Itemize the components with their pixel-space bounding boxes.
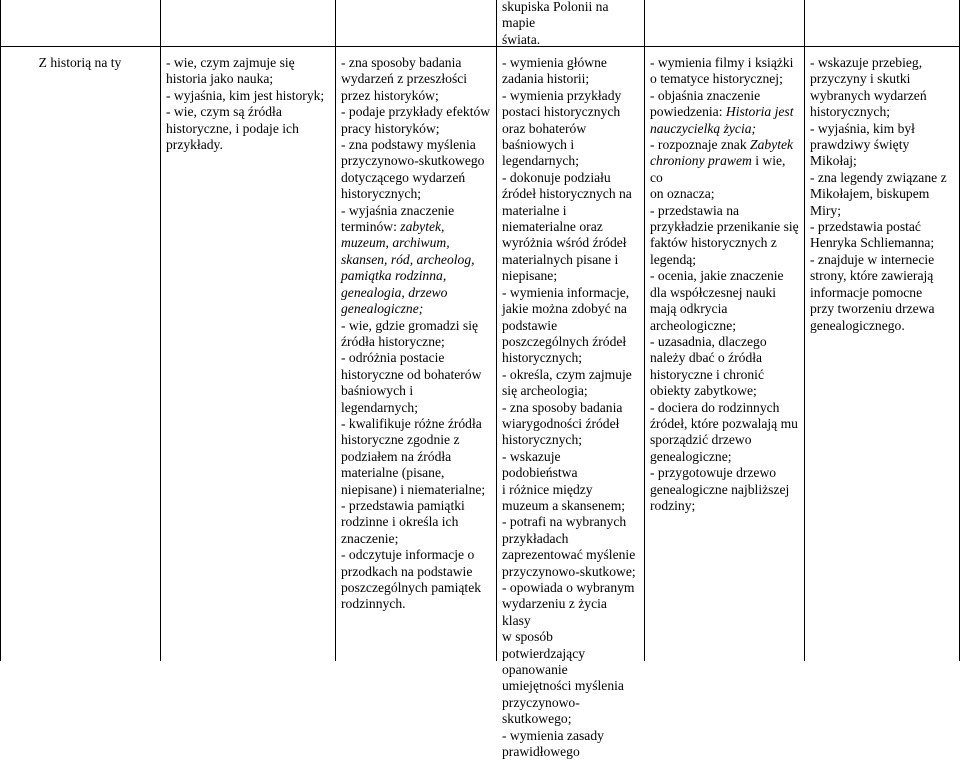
- row-label: Z historią na ty: [38, 55, 122, 70]
- requirements-good: - wymienia główne zadania historii; - wymienia przykłady postaci historycznych oraz bohaterów baśniowych i legendarnych; - dokonuje podziału źródeł historycznych na materialne i niematerialne oraz wyróżnia wśród źródeł materialnych pisane i niepisane; - wymienia informacje, jakie można zdobyć na podstawie poszczególnych źródeł historycznych; - określa, czym zajmuje się archeologia; - zna sposoby badania wiarygodności źródeł historycznych; - wskazuje podobieństwa i różnice między muzeum a skansenem; - potrafi na wybranych przykładach zaprezentować myślenie przyczynowo-skutkowe; - opowiada o wybranym wydarzeniu z życia klasy w sposób potwierdzający opanowanie umiejętności myślenia przyczynowo- skutkowego; - wymienia zasady prawidłowego: [502, 55, 636, 760]
- text-segment: i wie, co on oznacza; - przedstawia na przykładzie przenikanie się faktów historycznych z legendą; - ocenia, jakie znaczenie dla współczesnej nauki mają odkrycia archeologiczne; - uzasadnia, dlaczego należy dbać o źródła historyczne i chronić obiekty zabytkowe; - dociera do rodzinnych źródeł, które pozwalają mu sporządzić drzewo genealogiczne; - przygotowuje drzewo genealogiczne najbliższej rodziny;: [650, 153, 799, 513]
- top-row-cell: skupiska Polonii na mapie świata.: [502, 0, 609, 47]
- column-divider: [160, 0, 161, 661]
- column-divider: [804, 0, 805, 661]
- column-divider: [335, 0, 336, 661]
- row-divider: [0, 46, 960, 47]
- text-segment: - rozpoznaje znak: [650, 137, 747, 153]
- table-border-left: [0, 0, 1, 661]
- sign-name-italic: Zabytek chroniony prawem: [650, 137, 794, 169]
- requirements-intermediate: [341, 55, 491, 613]
- requirements-very-good: [650, 55, 800, 514]
- quote-italic: Historia jest nauczycielką życia;: [650, 104, 794, 136]
- column-divider: [644, 0, 645, 661]
- text-segment: - wie, gdzie gromadzi się źródła historyczne; - odróżnia postacie historyczne od bohaterów baśniowych i legendarnych; - kwalifikuje różne źródła historyczne zgodnie z podziałem na źródła materialne (pisane, niepisane) i niematerialne; - przedstawia pamiątki rodzinne i określa ich znaczenie; - odczytuje informacje o przodkach na podstawie poszczególnych pamiątek rodzinnych.: [341, 317, 486, 612]
- terms-list: zabytek, muzeum, archiwum, skansen, ród, archeolog, pamiątka rodzinna, genealogia, drzewo genealogiczne;: [341, 219, 475, 317]
- text-segment: - zna sposoby badania wydarzeń z przeszłości przez historyków; - podaje przykłady efektów pracy historyków; - zna podstawy myślenia przyczynowo-skutkowego dotyczącego wydarzeń historycznych; - wyjaśnia znaczenie terminów:: [341, 55, 491, 235]
- requirements-basic: - wie, czym zajmuje się historia jako nauka; - wyjaśnia, kim jest historyk; - wie, czym są źródła historyczne, i podaje ich przykłady.: [166, 55, 325, 153]
- column-divider: [496, 0, 497, 661]
- text-segment: - wymienia filmy i książki o tematyce historycznej; - objaśnia znaczenie powiedzenia:: [650, 55, 794, 120]
- requirements-excellent: - wskazuje przebieg, przyczyny i skutki wybranych wydarzeń historycznych; - wyjaśnia, kim był prawdziwy święty Mikołaj; - zna legendy związane z Mikołajem, biskupem Miry; - przedstawia postać Henryka Schliemanna; - znajduje w internecie strony, które zawierają informacje pomocne przy tworzeniu drzewa genealogicznego.: [810, 55, 947, 333]
